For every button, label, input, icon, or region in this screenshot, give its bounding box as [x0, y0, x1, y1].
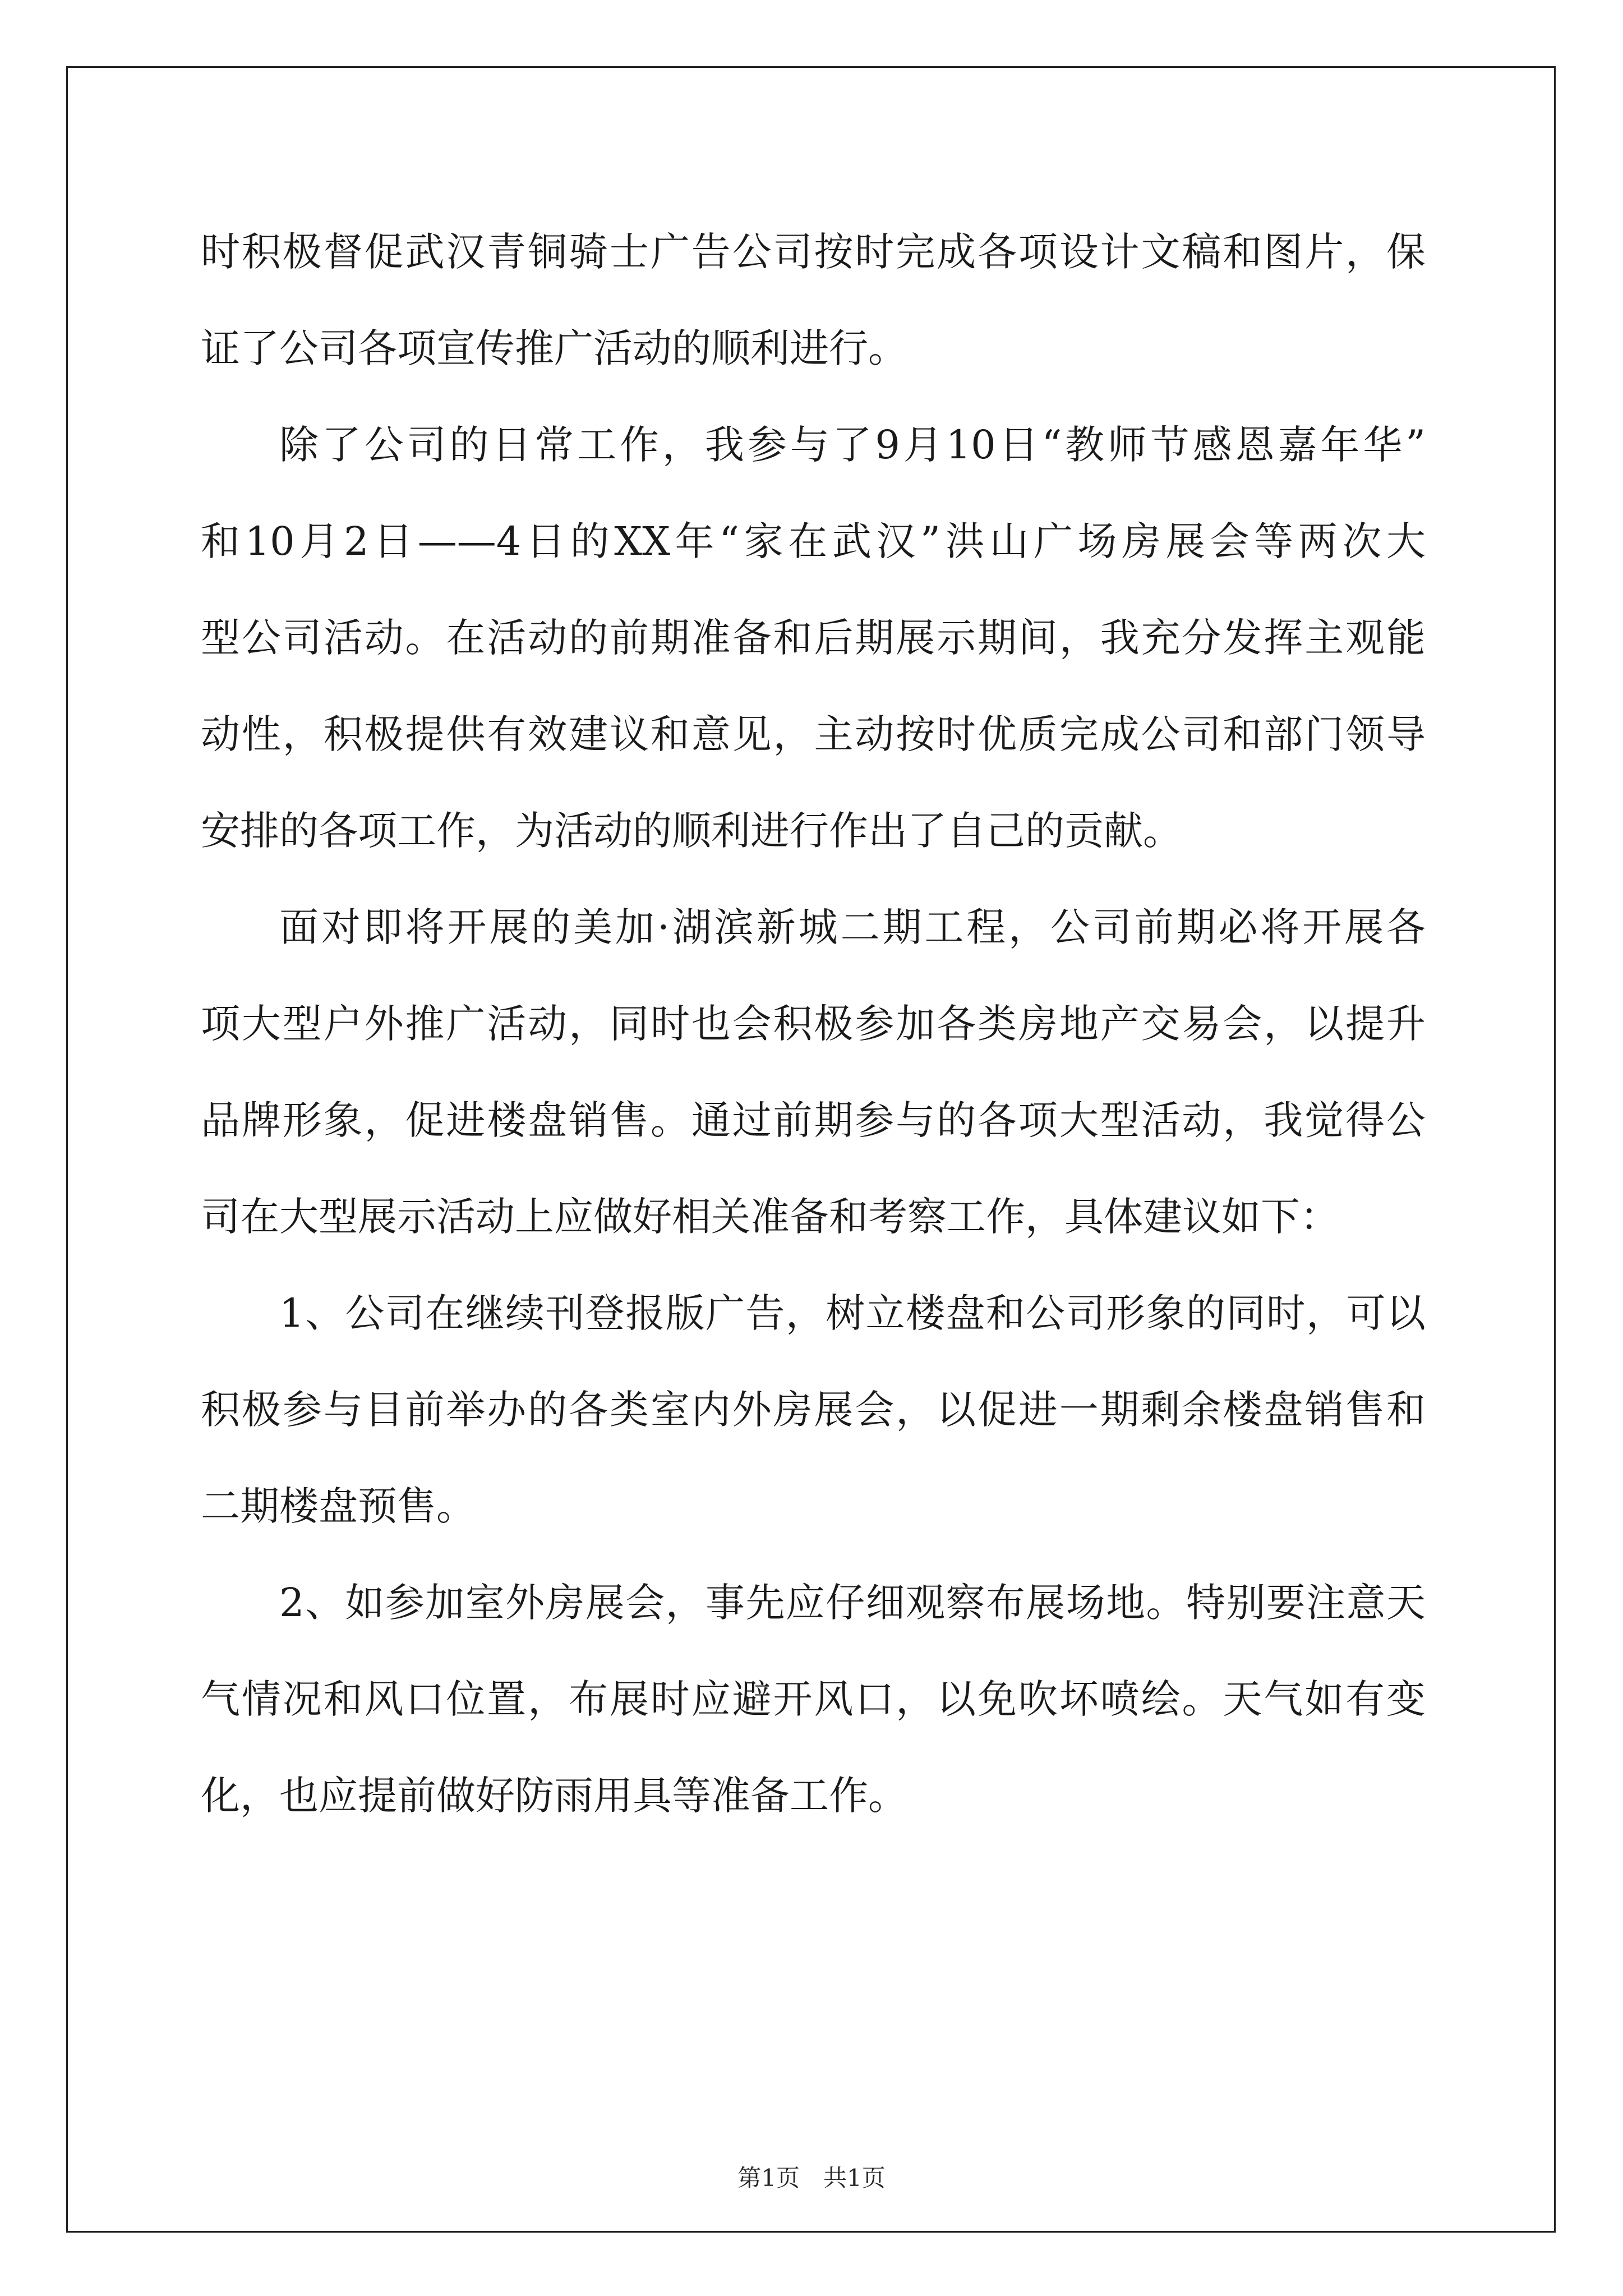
text-line: 项大型户外推广活动，同时也会积极参加各类房地产交易会，以提升: [201, 1001, 1426, 1047]
text-line: 动性，积极提供有效建议和意见，主动按时优质完成公司和部门领导: [201, 711, 1426, 757]
text-line: 司在大型展示活动上应做好相关准备和考察工作，具体建议如下：: [201, 1194, 1339, 1240]
text-line: 气情况和风口位置，布展时应避开风口，以免吹坏喷绘。天气如有变: [201, 1676, 1426, 1722]
text-line: 型公司活动。在活动的前期准备和后期展示期间，我充分发挥主观能: [201, 615, 1426, 661]
document-body: [201, 204, 1426, 1844]
text-line: 时积极督促武汉青铜骑士广告公司按时完成各项设计文稿和图片，保: [201, 229, 1426, 275]
paragraph-first-line: 除了公司的日常工作，我参与了9月10日“教师节感恩嘉年华”: [279, 422, 1426, 468]
paragraph-first-line: 1、公司在继续刊登报版广告，树立楼盘和公司形象的同时，可以: [279, 1290, 1426, 1336]
text-line: 证了公司各项宣传推广活动的顺利进行。: [201, 325, 907, 371]
text-line: 品牌形象，促进楼盘销售。通过前期参与的各项大型活动，我觉得公: [201, 1097, 1426, 1143]
text-line: 和10月2日——4日的XX年“家在武汉”洪山广场房展会等两次大: [201, 518, 1426, 564]
text-line: 化，也应提前做好防雨用具等准备工作。: [201, 1773, 907, 1819]
paragraph-first-line: 面对即将开展的美加·湖滨新城二期工程，公司前期必将开展各: [279, 904, 1426, 950]
paragraph-first-line: 2、如参加室外房展会，事先应仔细观察布展场地。特别要注意天: [279, 1580, 1426, 1626]
text-line: 安排的各项工作，为活动的顺利进行作出了自己的贡献。: [201, 808, 1182, 854]
page-number-footer: 第1页 共1页: [737, 2164, 886, 2192]
text-line: 二期楼盘预售。: [201, 1483, 476, 1529]
text-line: 积极参与目前举办的各类室内外房展会，以促进一期剩余楼盘销售和: [201, 1387, 1426, 1433]
